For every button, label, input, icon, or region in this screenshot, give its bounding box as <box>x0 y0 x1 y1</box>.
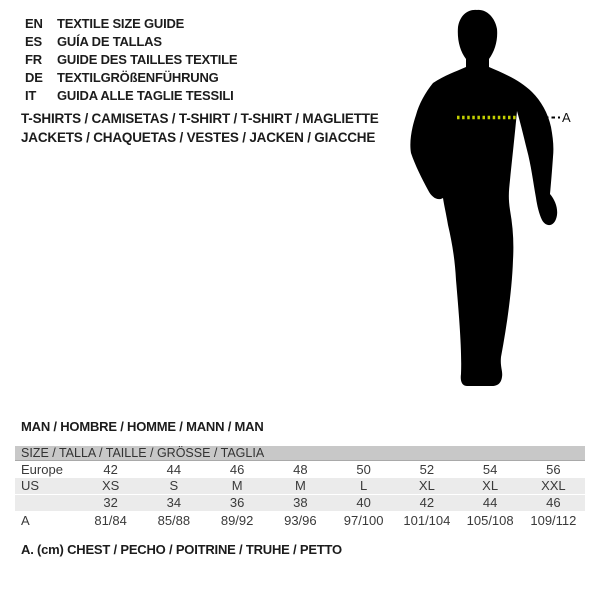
lang-row-fr <box>25 51 237 69</box>
lang-row-it <box>25 87 237 105</box>
lang-code: DE <box>25 70 43 85</box>
man-silhouette <box>400 5 575 390</box>
row-label <box>15 495 79 511</box>
row-label: A <box>21 513 30 528</box>
measurement-label-a: A <box>562 110 571 125</box>
section-title: MAN / HOMBRE / HOMME / MANN / MAN <box>21 419 264 434</box>
size-cell: M <box>231 478 243 493</box>
size-cell: 46 <box>229 462 245 477</box>
lang-row-es <box>25 33 237 51</box>
size-cell: 46 <box>546 495 561 510</box>
table-row-us <box>15 478 585 495</box>
size-cell: M <box>294 478 306 493</box>
lang-label: GUIDE DES TAILLES TEXTILE <box>57 52 238 67</box>
size-cell: 109/112 <box>530 513 577 528</box>
size-cell: 34 <box>166 495 182 510</box>
size-cell: 85/88 <box>157 513 191 528</box>
silhouette-shape <box>410 10 557 386</box>
size-cell: 81/84 <box>94 513 127 528</box>
size-cell: XXL <box>541 478 566 493</box>
size-cell: 40 <box>356 495 371 510</box>
category-line-jackets: JACKETS / CHAQUETAS / VESTES / JACKEN / GIACCHE <box>21 130 376 145</box>
lang-row-de <box>25 69 237 87</box>
size-cell: XL <box>482 478 499 493</box>
lang-code: FR <box>25 52 42 67</box>
lang-label: TEXTILE SIZE GUIDE <box>57 16 185 31</box>
size-cell: XL <box>418 478 435 493</box>
size-cell: 42 <box>419 495 435 510</box>
size-cell: 54 <box>482 462 498 477</box>
table-row-chest-a <box>15 512 585 529</box>
size-cell: 101/104 <box>403 513 451 528</box>
size-cell: 44 <box>482 495 498 510</box>
size-cell: 36 <box>229 495 245 510</box>
table-row-numeric <box>15 495 585 512</box>
measurement-footnote: A. (cm) CHEST / PECHO / POITRINE / TRUHE / PETTO <box>21 542 342 557</box>
table-row-europe <box>15 461 585 478</box>
language-list <box>25 15 237 105</box>
size-cell: 44 <box>166 462 182 477</box>
size-cell: 38 <box>293 495 308 510</box>
row-label: US <box>21 478 40 493</box>
size-cell: L <box>360 478 368 493</box>
row-label: Europe <box>21 462 63 477</box>
lang-label: GUIDA ALLE TAGLIE TESSILI <box>57 88 234 103</box>
size-table <box>15 446 585 529</box>
size-cell: 42 <box>103 462 118 477</box>
lang-row-en <box>25 15 237 33</box>
lang-label: TEXTILGRÖßENFÜHRUNG <box>57 70 219 85</box>
size-cell: S <box>169 478 179 493</box>
size-cell: 97/100 <box>343 513 384 528</box>
lang-code: ES <box>25 34 42 49</box>
size-cell: 56 <box>546 462 561 477</box>
size-cell: 32 <box>103 495 118 510</box>
lang-code: IT <box>25 88 37 103</box>
lang-label: GUÍA DE TALLAS <box>57 34 162 49</box>
lang-code: EN <box>25 16 43 31</box>
size-cell: 50 <box>356 462 371 477</box>
size-cell: 48 <box>293 462 308 477</box>
size-cell: 52 <box>419 462 435 477</box>
size-cell: XS <box>101 478 120 493</box>
category-line-tshirts: T-SHIRTS / CAMISETAS / T-SHIRT / T-SHIRT / MAGLIETTE <box>21 111 379 126</box>
garment-categories <box>21 109 379 147</box>
size-cell: 89/92 <box>220 513 254 528</box>
size-cell: 93/96 <box>284 513 317 528</box>
size-cell: 105/108 <box>466 513 514 528</box>
table-header: SIZE / TALLA / TAILLE / GRÖSSE / TAGLIA <box>15 446 585 461</box>
